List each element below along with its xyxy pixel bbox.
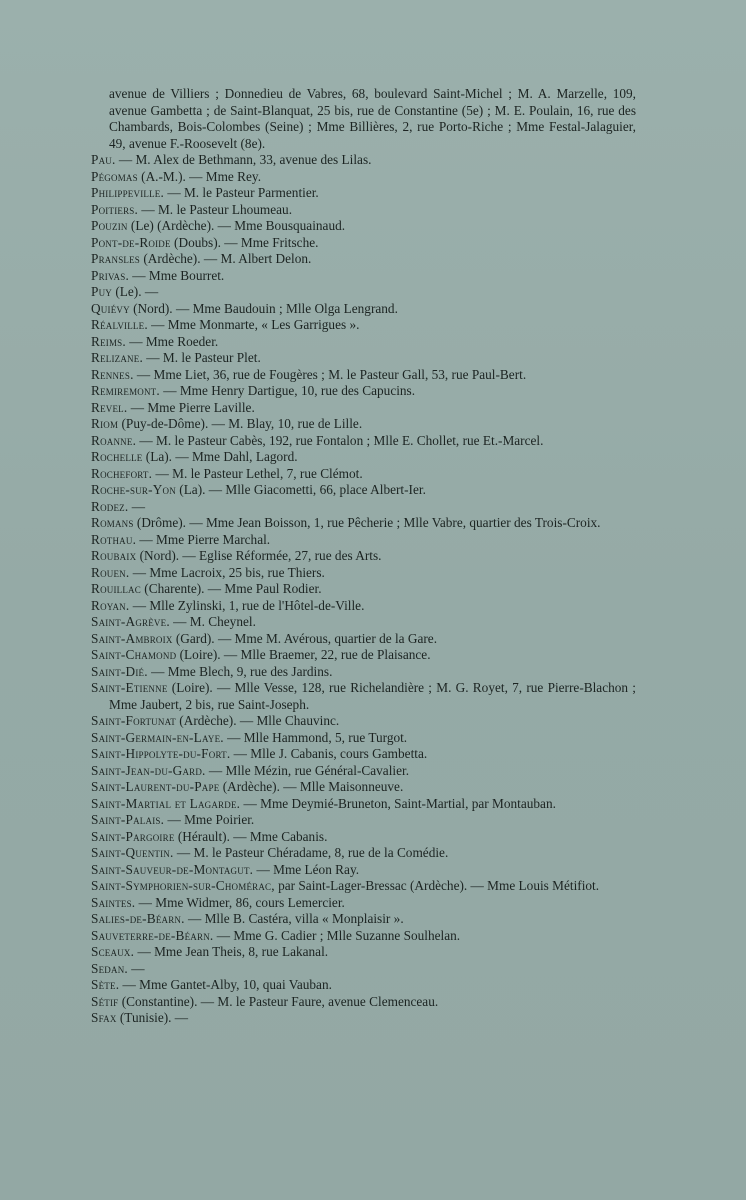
directory-entry [91, 251, 636, 268]
directory-entry [91, 928, 636, 945]
entry-text: (Le) (Ardèche). — Mme Bousquainaud. [127, 218, 346, 233]
entry-place: Poitiers. [91, 201, 139, 217]
entry-text: — Mme Roeder. [125, 333, 219, 349]
entry-text: (Ardèche). — Mlle Chauvinc. [175, 713, 340, 728]
entry-place: Saint-Chamond [91, 647, 177, 662]
entry-place: Pont-de-Roide [91, 234, 171, 250]
entry-place: Rodez. [91, 498, 129, 514]
entry-text: (Puy-de-Dôme). — M. Blay, 10, rue de Lille. [118, 416, 363, 431]
entry-place: Riom [91, 416, 119, 431]
directory-entry [91, 713, 636, 730]
entry-place: Saint-Symphorien-sur-Chomérac, [91, 878, 275, 893]
entry-text: (Constantine). — M. le Pasteur Faure, avenue Clemenceau. [118, 993, 439, 1009]
directory-entry [91, 763, 636, 780]
entry-text: (Loire). — Mlle Vesse, 128, rue Richelandière ; M. G. Royet, 7, rue Pierre-Blachon ; Mme Jaubert, 2 bis, rue Saint-Joseph. [109, 680, 636, 712]
entry-text: — Mme Monmarte, « Les Garrigues ». [147, 317, 360, 332]
entry-place: Rouillac [91, 581, 141, 596]
entry-text: — Mme Lacroix, 25 bis, rue Thiers. [129, 564, 325, 580]
entry-text: (Doubs). — Mme Fritsche. [170, 234, 319, 250]
directory-entry [91, 977, 636, 994]
entry-text: (Nord). — Eglise Réformée, 27, rue des Arts. [136, 548, 382, 563]
directory-entry [91, 383, 636, 400]
entry-text: (Loire). — Mlle Braemer, 22, rue de Plaisance. [176, 647, 431, 662]
directory-entry [91, 878, 636, 895]
entry-place: Remiremont. [91, 383, 160, 398]
entry-place: Saintes. [91, 894, 136, 910]
directory-entry [91, 218, 636, 235]
entry-text: — [128, 498, 146, 514]
entry-text: (La). — Mlle Giacometti, 66, place Albert-Ier. [175, 482, 426, 497]
directory-entry [91, 598, 636, 615]
entry-text: — M. le Pasteur Lhoumeau. [138, 201, 293, 217]
entry-text: — M. le Pasteur Parmentier. [164, 185, 319, 200]
directory-entry [91, 350, 636, 367]
entry-text: — Mme Jean Theis, 8, rue Lakanal. [134, 944, 329, 959]
directory-entry [91, 334, 636, 351]
entry-text: — Mlle Zylinski, 1, rue de l'Hôtel-de-Ville. [129, 597, 365, 613]
directory-entry [91, 961, 636, 978]
entry-text: (Ardèche). — Mlle Maisonneuve. [219, 779, 404, 794]
entry-place: Pouzin [91, 218, 128, 233]
directory-entry [91, 664, 636, 681]
entry-place: Saint-Martial et Lagarde. [91, 795, 241, 811]
entry-place: Rochelle [91, 449, 143, 464]
directory-entry [91, 796, 636, 813]
entry-text: — Mme Widmer, 86, cours Lemercier. [135, 894, 345, 910]
entry-place: Saint-Palais. [91, 812, 165, 827]
directory-entry [91, 680, 636, 713]
directory-entry [91, 829, 636, 846]
directory-entry [91, 532, 636, 549]
entry-text: (Hérault). — Mme Cabanis. [174, 828, 328, 844]
entry-text: (Nord). — Mme Baudouin ; Mlle Olga Lengrand. [129, 300, 398, 316]
entry-place: Pransles [91, 251, 141, 266]
entries-container [91, 152, 636, 1027]
entry-text: — Mlle B. Castéra, villa « Monplaisir ». [184, 911, 404, 926]
entry-text: (Drôme). — Mme Jean Boisson, 1, rue Pêcherie ; Mlle Vabre, quartier des Trois-Croix. [133, 515, 601, 530]
directory-entry [91, 202, 636, 219]
directory-entry [91, 812, 636, 829]
entry-text: — Mme Pierre Marchal. [136, 531, 271, 547]
entry-text: — M. le Pasteur Lethel, 7, rue Clémot. [152, 465, 363, 481]
directory-entry [91, 169, 636, 186]
directory-entry [91, 268, 636, 285]
entry-text: — Mlle Hammond, 5, rue Turgot. [223, 729, 408, 745]
entry-text: — [127, 960, 145, 976]
entry-text: — Mme Henry Dartigue, 10, rue des Capucins. [159, 383, 416, 398]
directory-entry [91, 730, 636, 747]
entry-place: Sauveterre-de-Béarn. [91, 927, 214, 943]
entry-text: (Ardèche). — M. Albert Delon. [140, 251, 312, 266]
directory-entry [91, 994, 636, 1011]
entry-place: Roubaix [91, 548, 137, 563]
entry-place: Saint-Agrève. [91, 614, 170, 629]
entry-place: Privas. [91, 267, 129, 283]
entry-place: Puy [91, 284, 112, 299]
entry-place: Roche-sur-Yon [91, 482, 176, 497]
entry-text: — Mme G. Cadier ; Mlle Suzanne Soulhelan. [213, 927, 461, 943]
directory-entry [91, 449, 636, 466]
entry-place: Rothau. [91, 531, 137, 547]
directory-entry [91, 845, 636, 862]
entry-text: — Mme Bourret. [128, 267, 225, 283]
entry-place: Saint-Hippolyte-du-Fort. [91, 746, 231, 761]
directory-list [91, 86, 636, 1027]
entry-text: — Mlle J. Cabanis, cours Gambetta. [230, 746, 428, 761]
directory-entry [91, 400, 636, 417]
directory-entry [91, 944, 636, 961]
entry-place: Saint-Laurent-du-Pape [91, 779, 220, 794]
entry-place: Saint-Pargoire [91, 828, 175, 844]
entry-place: Salies-de-Béarn. [91, 911, 185, 926]
directory-entry [91, 631, 636, 648]
directory-entry [91, 895, 636, 912]
entry-place: Saint-Sauveur-de-Montagut. [91, 861, 254, 877]
entry-text: (Charente). — Mme Paul Rodier. [140, 581, 322, 596]
entry-place: Sète. [91, 977, 120, 992]
directory-entry [91, 466, 636, 483]
entry-place: Revel. [91, 399, 128, 415]
entry-place: Saint-Fortunat [91, 713, 176, 728]
directory-entry [91, 482, 636, 499]
entry-text: (Tunisie). — [116, 1010, 189, 1025]
directory-entry [91, 301, 636, 318]
directory-entry [91, 416, 636, 433]
entry-place: Romans [91, 515, 134, 530]
entry-text: — Mme Léon Ray. [253, 861, 360, 877]
entry-text: — Mme Deymié-Bruneton, Saint-Martial, par Montauban. [240, 795, 556, 811]
directory-entry [91, 614, 636, 631]
entry-place: Sceaux. [91, 944, 135, 959]
entry-text: — M. Alex de Bethmann, 33, avenue des Lilas. [115, 152, 372, 167]
entry-text: — M. le Pasteur Cabès, 192, rue Fontalon ; Mlle E. Chollet, rue Et.-Marcel. [136, 432, 544, 448]
directory-entry [91, 746, 636, 763]
directory-entry [91, 779, 636, 796]
entry-place: Sedan. [91, 960, 128, 976]
entry-place: Rouen. [91, 564, 130, 580]
entry-place: Saint-Etienne [91, 680, 168, 695]
entry-text: — M. le Pasteur Chéradame, 8, rue de la Comédie. [173, 845, 449, 860]
entry-place: Rennes. [91, 366, 134, 382]
directory-entry [91, 317, 636, 334]
entry-place: Sétif [91, 993, 119, 1009]
directory-entry [91, 515, 636, 532]
entry-place: Reims. [91, 333, 126, 349]
entry-place: Roanne. [91, 432, 137, 448]
entry-place: Saint-Quentin. [91, 845, 174, 860]
directory-entry [91, 152, 636, 169]
directory-entry [91, 185, 636, 202]
entry-text: par Saint-Lager-Bressac (Ardèche). — Mme Louis Métifiot. [274, 878, 600, 893]
entry-place: Saint-Jean-du-Gard. [91, 762, 206, 778]
entry-text: — Mme Poirier. [164, 812, 255, 827]
entry-place: Saint-Dié. [91, 663, 148, 679]
directory-entry [91, 911, 636, 928]
directory-entry [91, 581, 636, 598]
entry-place: Sfax [91, 1010, 117, 1025]
entry-text: — M. le Pasteur Plet. [142, 350, 261, 365]
entry-text: (A.-M.). — Mme Rey. [137, 168, 262, 184]
entry-text: (La). — Mme Dahl, Lagord. [142, 449, 298, 464]
entry-text: — Mme Gantet-Alby, 10, quai Vauban. [119, 977, 332, 992]
entry-text: (Le). — [112, 284, 159, 299]
directory-entry [91, 433, 636, 450]
entry-place: Royan. [91, 597, 130, 613]
directory-entry [91, 565, 636, 582]
directory-entry [91, 548, 636, 565]
entry-place: Relizane. [91, 350, 143, 365]
entry-text: — Mlle Mézin, rue Général-Cavalier. [205, 762, 410, 778]
entry-place: Pau. [91, 152, 116, 167]
entry-place: Saint-Ambroix [91, 630, 173, 646]
entry-text: — M. Cheynel. [169, 614, 256, 629]
directory-entry [91, 367, 636, 384]
directory-entry [91, 862, 636, 879]
entry-place: Quiévy [91, 300, 130, 316]
entry-place: Réalville. [91, 317, 148, 332]
directory-entry [91, 284, 636, 301]
directory-entry [91, 1010, 636, 1027]
entry-place: Rochefort. [91, 465, 153, 481]
intro-paragraph: avenue de Villiers ; Donnedieu de Vabres, 68, boulevard Saint-Michel ; M. A. Marzelle, 109, avenue Gambetta ; de Saint-Blanquat, 25 bis, rue de Constantine (5e) ; M. E. Poulain, 16, rue des Chambards, Bois-Colombes (Seine) ; Mme Billières, 2, rue Porto-Riche ; Mme Festal-Jalaguier, 49, avenue F.-Roosevelt (8e). [109, 86, 636, 151]
entry-text: (Gard). — Mme M. Avérous, quartier de la Gare. [172, 630, 438, 646]
entry-text: — Mme Pierre Laville. [127, 399, 255, 415]
directory-entry [91, 235, 636, 252]
entry-text: — Mme Liet, 36, rue de Fougères ; M. le Pasteur Gall, 53, rue Paul-Bert. [133, 366, 527, 382]
entry-place: Saint-Germain-en-Laye. [91, 729, 224, 745]
directory-entry [91, 647, 636, 664]
entry-place: Philippeville. [91, 185, 165, 200]
entry-text: — Mme Blech, 9, rue des Jardins. [147, 663, 333, 679]
directory-entry [91, 499, 636, 516]
entry-place: Pégomas [91, 168, 138, 184]
